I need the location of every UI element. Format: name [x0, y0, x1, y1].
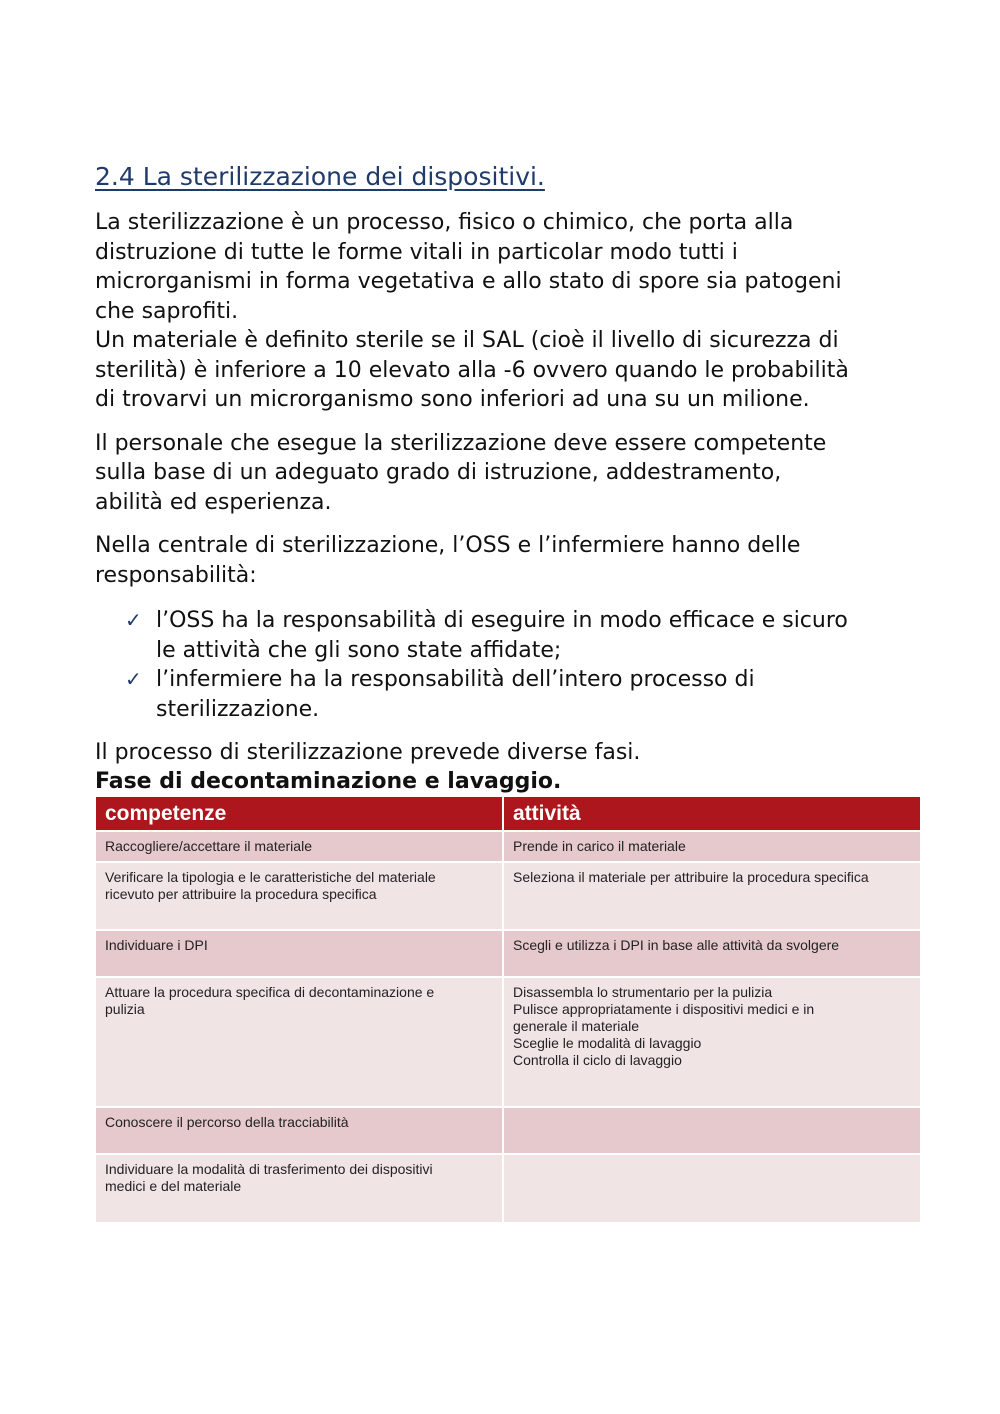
cell-line: Attuare la procedura specifica di decontaminazione e: [105, 984, 435, 1000]
header-attivita: attività: [503, 797, 920, 831]
text-line: Il personale che esegue la sterilizzazione deve essere competente: [95, 430, 827, 456]
paragraph-fasi: Il processo di sterilizzazione prevede diverse fasi.: [95, 740, 641, 765]
text-line: le attività che gli sono state affidate;: [156, 637, 562, 663]
text-line: distruzione di tutte le forme vitali in particolar modo tutti i: [95, 239, 738, 265]
cell-attivita: [503, 1107, 920, 1154]
cell-line: generale il materiale: [513, 1018, 640, 1034]
table-row: [96, 930, 920, 977]
text-line: Nella centrale di sterilizzazione, l’OSS e l’infermiere hanno delle: [95, 533, 801, 558]
text-line: sterilizzazione.: [156, 696, 320, 722]
cell-attivita: [503, 977, 920, 1107]
text-line: di trovarvi un microrganismo sono inferiori ad una su un milione.: [95, 387, 810, 412]
text-line: microrganismi in forma vegetativa e allo stato di spore sia patogeni: [95, 269, 842, 294]
list-item: [125, 606, 925, 665]
cell-line: Prende in carico il materiale: [513, 838, 686, 854]
paragraph-personale: [95, 429, 925, 518]
section-title: 2.4 La sterilizzazione dei dispositivi.: [95, 162, 545, 191]
cell-line: Pulisce appropriatamente i dispositivi medici e in: [513, 1001, 815, 1017]
table-row: [96, 977, 920, 1107]
cell-attivita: [503, 1154, 920, 1222]
check-icon: ✓: [125, 667, 142, 691]
text-line: sulla base di un adeguato grado di istruzione, addestramento,: [95, 460, 782, 485]
cell-line: Raccogliere/accettare il materiale: [105, 838, 312, 854]
cell-attivita: [503, 930, 920, 977]
cell-competenze: [96, 1154, 503, 1222]
cell-competenze: [96, 831, 503, 862]
cell-line: Individuare i DPI: [105, 937, 208, 953]
table-header-row: [96, 797, 920, 831]
paragraph-definition: [95, 208, 925, 415]
document-page: [95, 160, 925, 802]
text-line: abilità ed esperienza.: [95, 489, 332, 515]
paragraph-responsabilita: [95, 531, 925, 590]
cell-attivita: [503, 831, 920, 862]
header-competenze: competenze: [96, 797, 503, 831]
cell-line: Verificare la tipologia e le caratteristiche del materiale: [105, 869, 436, 885]
cell-line: Controlla il ciclo di lavaggio: [513, 1052, 682, 1068]
cell-competenze: [96, 930, 503, 977]
competenze-table: [96, 797, 920, 1222]
table-row: [96, 1107, 920, 1154]
cell-line: ricevuto per attribuire la procedura specifica: [105, 886, 377, 902]
table-row: [96, 1154, 920, 1222]
cell-competenze: [96, 1107, 503, 1154]
cell-line: Sceglie le modalità di lavaggio: [513, 1035, 702, 1051]
cell-line: pulizia: [105, 1001, 145, 1017]
check-icon: ✓: [125, 608, 142, 632]
cell-line: Disassembla lo strumentario per la pulizia: [513, 984, 773, 1000]
cell-line: medici e del materiale: [105, 1178, 242, 1194]
cell-competenze: [96, 862, 503, 930]
cell-line: Individuare la modalità di trasferimento dei dispositivi: [105, 1161, 433, 1177]
cell-competenze: [96, 977, 503, 1107]
text-line: Un materiale è definito sterile se il SAL (cioè il livello di sicurezza di: [95, 328, 839, 353]
cell-attivita: [503, 862, 920, 930]
text-line: La sterilizzazione è un processo, fisico o chimico, che porta alla: [95, 210, 794, 235]
text-line: sterilità) è inferiore a 10 elevato alla -6 ovvero quando le probabilità: [95, 357, 849, 383]
table-row: [96, 831, 920, 862]
cell-line: Scegli e utilizza i DPI in base alle attività da svolgere: [513, 937, 840, 953]
text-line: l’OSS ha la responsabilità di eseguire in modo efficace e sicuro: [156, 608, 848, 633]
cell-line: Conoscere il percorso della tracciabilità: [105, 1114, 349, 1130]
responsibility-list: [95, 606, 925, 724]
text-line: responsabilità:: [95, 562, 257, 588]
fase-heading: Fase di decontaminazione e lavaggio.: [95, 768, 562, 794]
text-line: che saprofiti.: [95, 298, 239, 324]
text-line: l’infermiere ha la responsabilità dell’intero processo di: [156, 667, 755, 692]
table-row: [96, 862, 920, 930]
list-item: [125, 665, 925, 724]
cell-line: Seleziona il materiale per attribuire la procedura specifica: [513, 869, 869, 885]
